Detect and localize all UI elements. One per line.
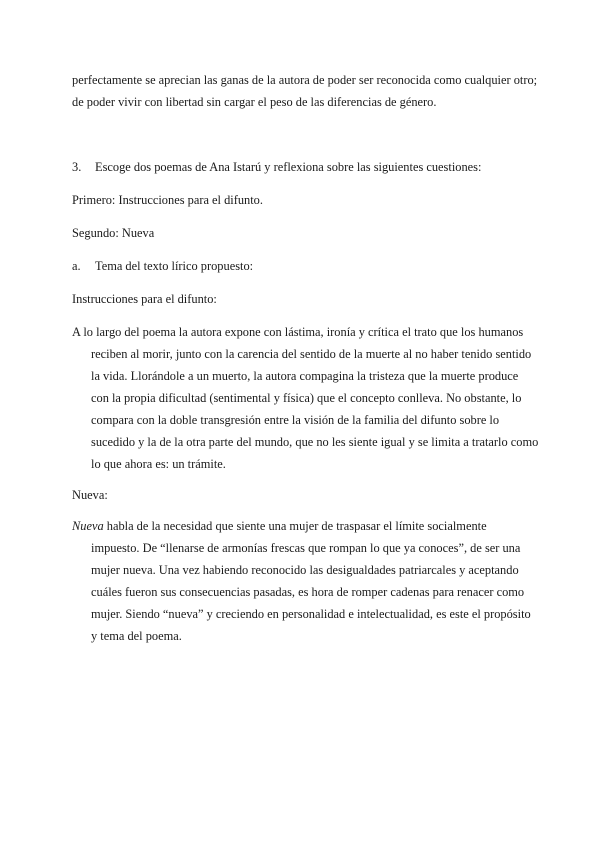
question-3 [72, 157, 481, 177]
poem-title-italic: Nueva [72, 519, 104, 533]
para-instr-line-7: lo que ahora es: un trámite. [91, 457, 226, 471]
question-number: 3. [72, 160, 82, 174]
para-nueva-line-1-rest: habla de la necesidad que siente una mujer de traspasar el límite socialmente [103, 519, 487, 533]
heading-nueva: Nueva: [72, 488, 108, 502]
heading-instrucciones: Instrucciones para el difunto: [72, 292, 217, 306]
intro-line-1: perfectamente se aprecian las ganas de la autora de poder ser reconocida como cualquier otro; [72, 73, 538, 87]
para-instr-line-6: sucedido y la de la otra parte del mundo, que no les siente igual y se limita a tratarlo como [91, 435, 539, 449]
para-instr-line-1: A lo largo del poema la autora expone con lástima, ironía y crítica el trato que los humanos [72, 325, 524, 339]
question-text: Escoge dos poemas de Ana Istarú y reflexiona sobre las siguientes cuestiones: [95, 160, 482, 174]
item-a [72, 256, 253, 276]
para-nueva-line-5: mujer. Siendo “nueva” y creciendo en personalidad e intelectualidad, es este el propósito [91, 607, 531, 621]
item-a-text: Tema del texto lírico propuesto: [95, 259, 254, 273]
para-nueva-line-3: mujer nueva. Una vez habiendo reconocido las desigualdades patriarcales y aceptando [91, 563, 519, 577]
para-nueva-line-2: impuesto. De “llenarse de armonías frescas que rompan lo que ya conoces”, de ser una [91, 541, 521, 555]
para-nueva-line-4: cuáles fueron sus consecuencias pasadas, es hora de romper cadenas para renacer como [91, 585, 525, 599]
para-instr-line-2: reciben al morir, junto con la carencia del sentido de la muerte al no haber tenido sentido [91, 347, 532, 361]
para-instr-line-4: con la propia dificultad (sentimental y física) que el concepto conlleva. No obstante, lo [91, 391, 522, 405]
para-nueva-line-6: y tema del poema. [91, 629, 182, 643]
intro-line-2: de poder vivir con libertad sin cargar el peso de las diferencias de género. [72, 95, 437, 109]
para-instr-line-5: compara con la doble transgresión entre la visión de la familia del difunto sobre lo [91, 413, 500, 427]
second-poem-line: Segundo: Nueva [72, 226, 155, 240]
para-nueva-line-1 [72, 516, 487, 536]
para-instr-line-3: la vida. Llorándole a un muerto, la autora compagina la tristeza que la muerte produce [91, 369, 519, 383]
first-poem-line: Primero: Instrucciones para el difunto. [72, 193, 263, 207]
item-a-letter: a. [72, 259, 81, 273]
